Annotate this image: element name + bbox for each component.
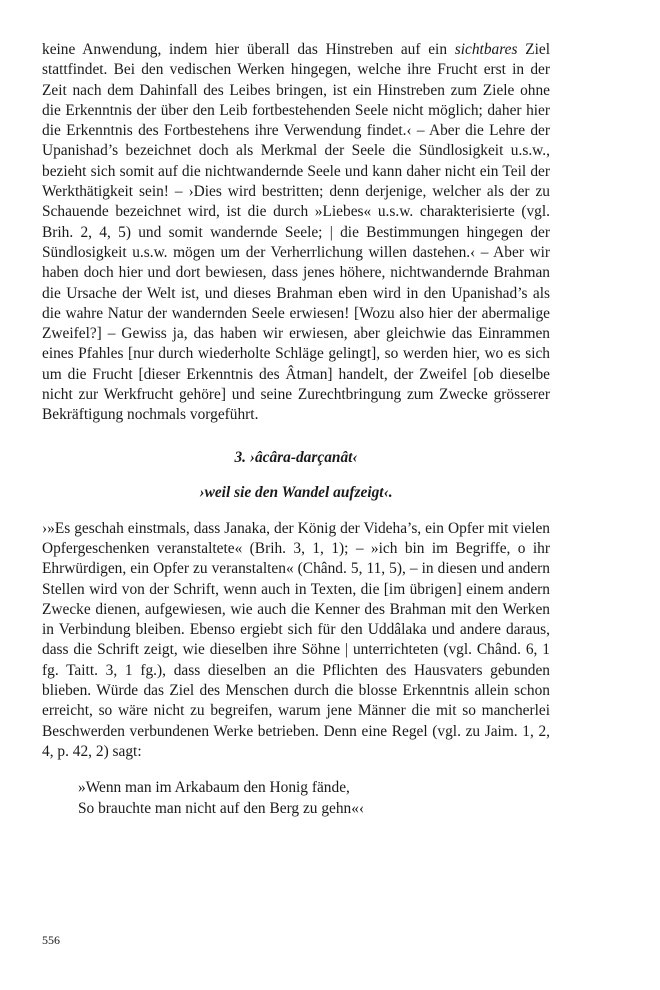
paragraph-1 (42, 40, 550, 426)
page-body (42, 40, 550, 819)
verse-quote (42, 778, 550, 819)
section-subheading: ›weil sie den Wandel aufzeigt‹. (199, 483, 393, 501)
paragraph-1-italic-word: sichtbares (454, 41, 518, 58)
paragraph-1-text-b: Ziel stattfindet. Bei den vedischen Werken hingegen, welche ihre Frucht erst in der Zeit nach dem Dahinfall des Leibes bringen, ist ein Hinstreben zum Ziele ohne die Erkenntnis der über den Leib fortbestehenden Seele nicht möglich; daher hier die Erkenntnis des Fortbestehens ihre Verwendung findet.‹ – Aber die Lehre der Upanishad’s bezeichnet doch als Merkmal der Seele die Sündlosigkeit u.s.w., bezieht sich somit auf die nichtwandernde Seele und kann daher nicht ein Teil der Werkthätigkeit sein! – ›Dies wird bestritten; denn derjenige, welcher als der zu Schauende bezeichnet wird, ist die durch »Liebes« u.s.w. charakterisierte (vgl. Brih. 2, 4, 5) und somit wandernde Seele; | die Bestimmungen hingegen der Sündlosigkeit u.s.w. mögen um der Verherrlichung willen dastehen.‹ – Aber wir haben doch hier und dort bewiesen, dass jenes höhere, nichtwandernde Brahman die Ursache der Welt ist, und dieses Brahman eben wird in den Upanishad’s als die wahre Natur der wandernden Seele erwiesen! [Wozu also hier der abermalige Zweifel?] – Gewiss ja, das haben wir erwiesen, aber gleichwie das Einrammen eines Pfahles [nur durch wiederholte Schläge gelingt], so werden hier, wo es sich um die Frucht [dieser Erkenntnis des Âtman] handelt, der Zweifel [ob dieselbe nicht zur Werkfrucht gehöre] und seine Zurechtbringung zum Zwecke grösserer Bekräftigung nochmals vorgeführt. (42, 41, 550, 424)
verse-line-1: »Wenn man im Arkabaum den Honig fände, (78, 779, 350, 797)
paragraph-1-text-a: keine Anwendung, indem hier überall das Hinstreben auf ein (42, 41, 455, 58)
paragraph-2-text: ›»Es geschah einstmals, dass Janaka, der König der Videha’s, ein Opfer mit vielen Opfergeschenken veranstaltete« (Brih. 3, 1, 1); – »ich bin im Begriffe, o ihr Ehrwürdigen, ein Opfer zu veranstalten« (Chând. 5, 11, 5), – in diesen und andern Stellen wird von der Schrift, wenn auch in Texten, die [im übrigen] einem andern Zwecke dienen, aufgewiesen, wie auch die Kenner des Brahman mit den Werken in Verbindung bleiben. Ebenso ergiebt sich für den Uddâlaka und andere daraus, dass die Schrift zeigt, wie dieselben ihre Söhne | unterrichteten (vgl. Chând. 6, 1 fg. Taitt. 3, 1 fg.), dass dieselben an die Pflichten des Hausvaters gebunden blieben. Würde das Ziel des Menschen durch die blosse Erkenntnis allein schon erreicht, so wäre nicht zu begreifen, warum jene Männer die mit so mancherlei Beschwerden verbundenen Werke betrieben. Denn eine Regel (vgl. zu Jaim. 1, 2, 4, p. 42, 2) sagt: (42, 519, 550, 760)
page-number: 556 (42, 933, 60, 947)
section-heading: 3. ›âcâra-darçanât‹ (234, 448, 358, 466)
verse-line-2: So brauchte man nicht auf den Berg zu gehn«‹ (78, 799, 365, 817)
paragraph-2 (42, 519, 550, 763)
